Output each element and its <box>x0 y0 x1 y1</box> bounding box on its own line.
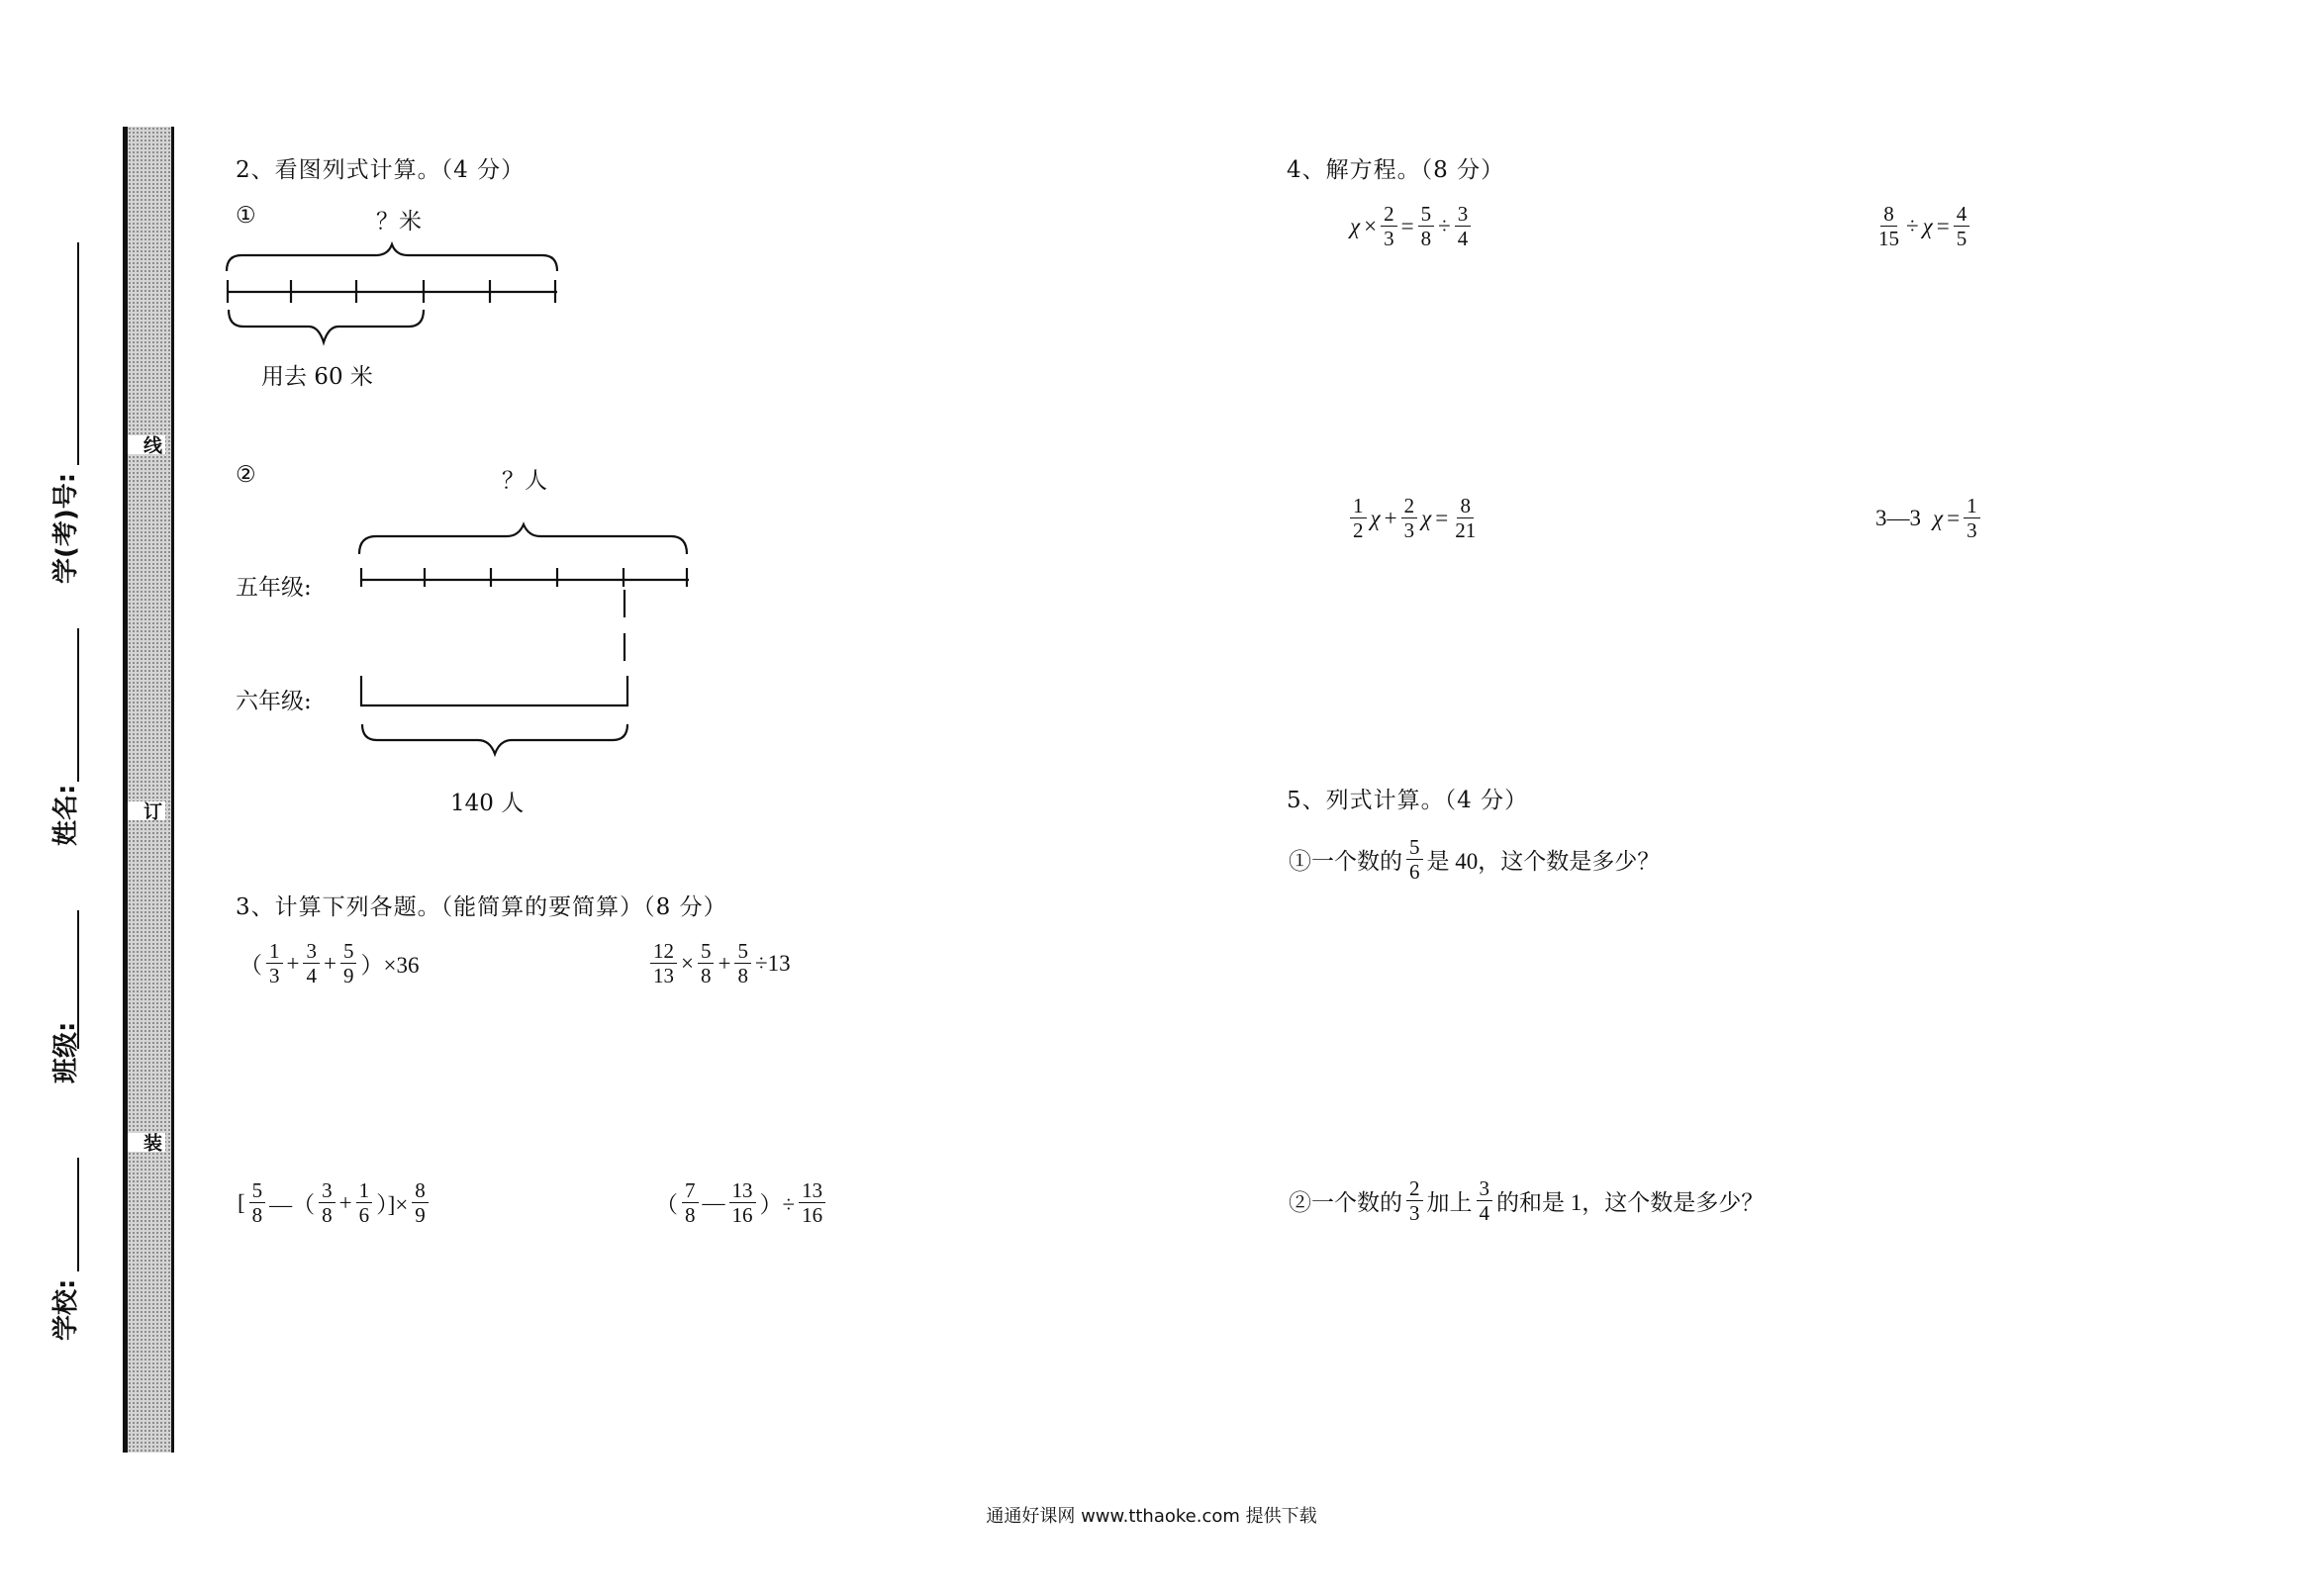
q5-problem-1: ①一个数的 $\frac{5}{6}$ 是 40，这个数是多少？ <box>1289 835 1661 885</box>
strip-mark-mount: 装 <box>128 1133 165 1152</box>
diagram-2-top-brace <box>359 524 687 554</box>
class-label: 班级: <box>51 1021 81 1083</box>
diagram-1-bottom-brace <box>229 310 424 342</box>
q3-expression-4: （ $\frac{7}{8}$ — $\frac{13}{16}$ ）÷ $\frac{13}{16}$ <box>653 1179 827 1226</box>
q3-expression-2: $\frac{12}{13}$ × $\frac{5}{8}$ + $\frac{5}{8}$ ÷13 <box>648 940 793 986</box>
diagram-1-bar <box>228 280 557 303</box>
school-label: 学校: <box>51 1278 81 1341</box>
student-no-label: 学(考)号: <box>51 472 81 584</box>
q2-title: 2、看图列式计算。（4 分） <box>236 157 526 183</box>
q4-equation-2: $\frac{8}{15}$ ÷ χ = $\frac{4}{5}$ <box>1873 203 1971 249</box>
diagram-2-grade6-bar <box>361 676 627 705</box>
diagram-1-top-brace <box>227 244 557 271</box>
name-label: 姓名: <box>51 784 81 846</box>
q4-title: 4、解方程。（8 分） <box>1287 157 1505 183</box>
q4-equation-4: 3—3 χ = $\frac{1}{3}$ <box>1873 495 1982 541</box>
strip-mark-line: 线 <box>128 435 165 454</box>
q3-expression-1: （ $\frac{1}{3}$ + $\frac{3}{4}$ + $\frac{5}{9}$ ）×36 <box>240 939 420 988</box>
diagram-2-bottom-brace <box>362 724 627 754</box>
strip-mark-bind: 订 <box>128 801 165 820</box>
q2-d2-number: ② <box>236 462 256 488</box>
q4-equation-1: χ × $\frac{2}{3}$ = $\frac{5}{8}$ ÷ $\frac{3}{4}$ <box>1348 203 1473 249</box>
q5-title: 5、列式计算。（4 分） <box>1287 788 1529 813</box>
q2-d2-count: 140 人 <box>450 791 525 816</box>
q2-d2-grade6-label: 六年级: <box>236 689 312 714</box>
q2-d1-used: 用去 60 米 <box>261 364 373 390</box>
q2-d2-question: ？人 <box>502 468 547 494</box>
footer-source: 通通好课网 www.tthaoke.com 提供下载 <box>986 1506 1317 1527</box>
q4-equation-3: $\frac{1}{2}$ χ + $\frac{2}{3}$ χ = $\frac{8}{21}$ <box>1348 495 1481 541</box>
q2-d1-question: ？米 <box>376 209 422 235</box>
q5-problem-2: ②一个数的 $\frac{2}{3}$ 加上 $\frac{3}{4}$ 的和是 1，这个数是多少？ <box>1289 1176 1765 1226</box>
q2-d1-number: ① <box>236 203 256 229</box>
q2-d2-grade5-label: 五年级: <box>236 575 312 601</box>
q3-expression-3: [ $\frac{5}{8}$ —（ $\frac{3}{8}$ + $\frac{1}{6}$ ）]× $\frac{8}{9}$ <box>236 1179 431 1226</box>
q3-title: 3、计算下列各题。（能简算的要简算）（8 分） <box>236 894 727 920</box>
diagram-2-grade5-bar <box>361 568 689 587</box>
